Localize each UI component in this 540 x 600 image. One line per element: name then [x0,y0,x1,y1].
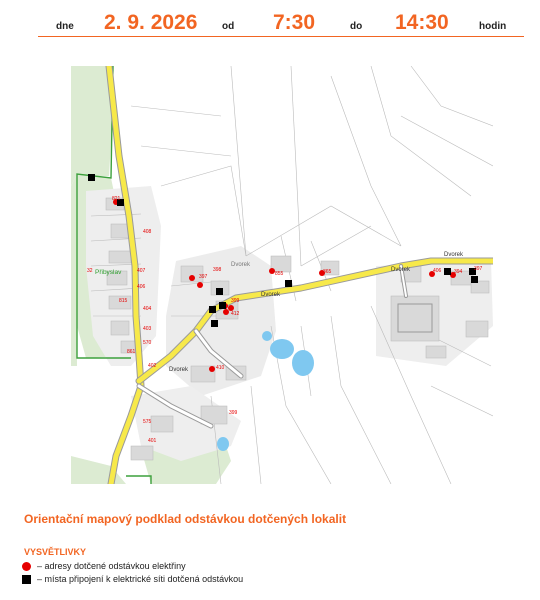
label-do: do [350,21,363,32]
address-marker [223,309,229,315]
svg-text:401: 401 [148,438,157,444]
red-dot-icon [22,562,31,571]
svg-text:402: 402 [148,363,157,369]
outage-map[interactable] [71,66,493,484]
forest-area-w-edge [71,174,77,366]
map-caption: Orientační mapový podklad odstávkou dotčených lokalit [24,512,347,526]
legend-title: VYSVĚTLIVKY [24,547,87,557]
svg-text:397: 397 [474,266,483,272]
road-label: Dvorek [169,367,189,373]
pond-3 [262,331,272,341]
svg-text:399: 399 [229,410,238,416]
connection-square [216,288,223,295]
map-canvas [71,66,493,484]
pond-2 [292,350,314,376]
svg-text:407: 407 [137,268,146,274]
connection-square [471,276,478,283]
address-marker [189,275,195,281]
legend-item-connection [22,574,243,584]
address-marker [209,366,215,372]
connection-square [209,306,216,313]
label-od: od [222,21,235,32]
connection-square [219,302,226,309]
label-hodin: hodin [479,21,507,32]
header-divider [38,36,524,37]
legend-item-address [22,561,186,571]
time-to: 14:30 [395,11,449,34]
road-label: Dvorek [261,292,281,298]
legend-address-text: – adresy dotčené odstávkou elektřiny [37,561,186,571]
svg-text:394: 394 [454,269,463,275]
outage-date: 2. 9. 2026 [104,11,198,34]
svg-text:861: 861 [127,349,136,355]
svg-text:399: 399 [231,298,240,304]
svg-text:32: 32 [87,268,93,274]
connection-square [88,174,95,181]
road-label: Dvorek [391,267,411,273]
connection-square [285,280,292,287]
svg-text:398: 398 [213,267,222,273]
svg-text:570: 570 [143,340,152,346]
svg-text:410: 410 [216,365,225,371]
svg-text:412: 412 [231,311,240,317]
svg-text:815: 815 [119,298,128,304]
road-label: Dvorek [231,262,251,268]
village-label: Přibyslav [95,269,122,276]
outage-header [0,6,540,34]
svg-text:406: 406 [433,268,442,274]
svg-text:575: 575 [143,419,152,425]
pond-1 [270,339,294,359]
legend-connection-text: – místa připojení k elektrické síti dotčená odstávkou [37,574,244,584]
svg-text:406: 406 [137,284,146,290]
svg-text:408: 408 [143,229,152,235]
svg-text:403: 403 [143,326,152,332]
svg-text:365: 365 [323,269,332,275]
svg-text:855: 855 [275,271,284,277]
address-marker [197,282,203,288]
pond-4 [217,437,229,451]
svg-text:821: 821 [112,196,121,202]
forest-area-nw [71,66,113,186]
connection-square [444,268,451,275]
connection-square [211,320,218,327]
road-label: Dvorek [444,252,464,258]
svg-text:404: 404 [143,306,152,312]
svg-text:397: 397 [199,274,208,280]
black-square-icon [22,575,31,584]
time-from: 7:30 [273,11,316,34]
label-dne: dne [56,21,74,32]
